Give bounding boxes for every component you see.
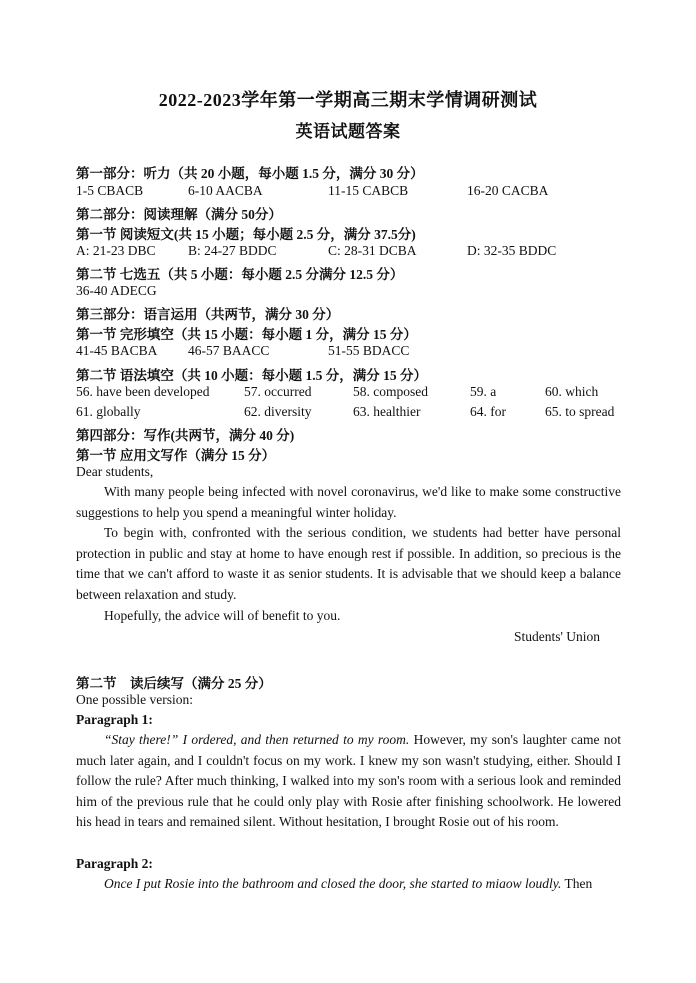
- answer-group: B: 24-27 BDDC: [188, 243, 277, 258]
- paragraph2-opening: Once I put Rosie into the bathroom and closed the door, she started to miaow loudly.: [104, 876, 562, 891]
- page-title: 2022-2023学年第一学期高三期末学情调研测试: [158, 90, 538, 110]
- grammar-answer: 63. healthier: [353, 404, 421, 419]
- grammar-answer: 59. a: [470, 384, 497, 399]
- part4-heading: 第四部分：写作(共两节，满分 40 分): [76, 428, 295, 443]
- part2-heading: 第二部分：阅读理解（满分 50分）: [76, 207, 282, 222]
- page-subtitle: 英语试题答案: [295, 122, 401, 141]
- answer-group: 16-20 CACBA: [467, 183, 549, 198]
- answer-group: 41-45 BACBA: [76, 343, 158, 358]
- grammar-answer: 58. composed: [353, 384, 428, 399]
- answer-group: 6-10 AACBA: [188, 183, 263, 198]
- grammar-answer: 57. occurred: [244, 384, 312, 399]
- grammar-answer: 60. which: [545, 384, 599, 399]
- paragraph2-body: Then: [561, 876, 593, 891]
- part1-heading: 第一部分：听力（共 20 小题，每小题 1.5 分，满分 30 分）: [76, 166, 424, 181]
- model-paragraph-2: [76, 874, 621, 895]
- part3-sec1-heading: 第一节 完形填空（共 15 小题：每小题 1 分，满分 15 分）: [76, 327, 417, 342]
- letter-signature: Students' Union: [513, 629, 600, 644]
- letter-paragraph: To begin with, confronted with the serious condition, we students had better have personal protection in public and stay at home to have enough rest if possible. In addition, so precious is the time that we can't afford to waste it as senior students. It is advisable that we should keep a balance between relaxation and study.: [76, 525, 621, 602]
- part3-sec2-heading: 第二节 语法填空（共 10 小题：每小题 1.5 分，满分 15 分）: [76, 368, 427, 383]
- letter-paragraph: With many people being infected with novel coronavirus, we'd like to make some constructive suggestions to help you spend a meaningful winter holiday.: [76, 484, 621, 520]
- part4-sec1-heading: 第一节 应用文写作（满分 15 分）: [76, 448, 276, 463]
- grammar-answer: 62. diversity: [244, 404, 312, 419]
- answer-group: A: 21-23 DBC: [76, 243, 156, 258]
- part3-heading: 第三部分：语言运用（共两节，满分 30 分）: [76, 307, 340, 322]
- part2-sec1-heading: 第一节 阅读短文(共 15 小题；每小题 2.5 分，满分 37.5分): [76, 227, 416, 242]
- model-paragraph-1: [76, 730, 621, 833]
- paragraph1-opening: “Stay there!” I ordered, and then returned to my room.: [104, 732, 410, 747]
- grammar-answer: 65. to spread: [545, 404, 615, 419]
- model-intro: One possible version:: [76, 692, 193, 707]
- letter-paragraph: Hopefully, the advice will of benefit to you.: [104, 608, 341, 623]
- part4-sec2-heading: 第二节 读后续写（满分 25 分）: [76, 676, 272, 691]
- answer-group: 11-15 CABCB: [328, 183, 409, 198]
- answer-group: 46-57 BAACC: [188, 343, 270, 358]
- grammar-answer: 61. globally: [76, 404, 141, 419]
- letter-salutation: Dear students,: [76, 464, 154, 479]
- answer-group: 1-5 CBACB: [76, 183, 144, 198]
- answer-group: C: 28-31 DCBA: [328, 243, 417, 258]
- paragraph1-body: However, my son's laughter came not much later again, and I couldn't focus on my work. I knew my son wasn't studying, either. Should I follow the rule? After much thinking, I walked into my son's room with a serious look and reminded him of the previous rule that he could only play with Rosie after finishing schoolwork. He lowered his head in tears and remained silent. Without hesitation, I brought Rosie out of his room.: [76, 732, 621, 830]
- part2-sec2-heading: 第二节 七选五（共 5 小题：每小题 2.5 分满分 12.5 分）: [76, 267, 404, 282]
- answer-group: 36-40 ADECG: [76, 283, 157, 298]
- answer-group: 51-55 BDACC: [328, 343, 410, 358]
- paragraph1-label: Paragraph 1:: [76, 712, 153, 727]
- paragraph2-label: Paragraph 2:: [76, 856, 153, 871]
- grammar-answer: 56. have been developed: [76, 384, 210, 399]
- grammar-answer: 64. for: [470, 404, 506, 419]
- answer-group: D: 32-35 BDDC: [467, 243, 557, 258]
